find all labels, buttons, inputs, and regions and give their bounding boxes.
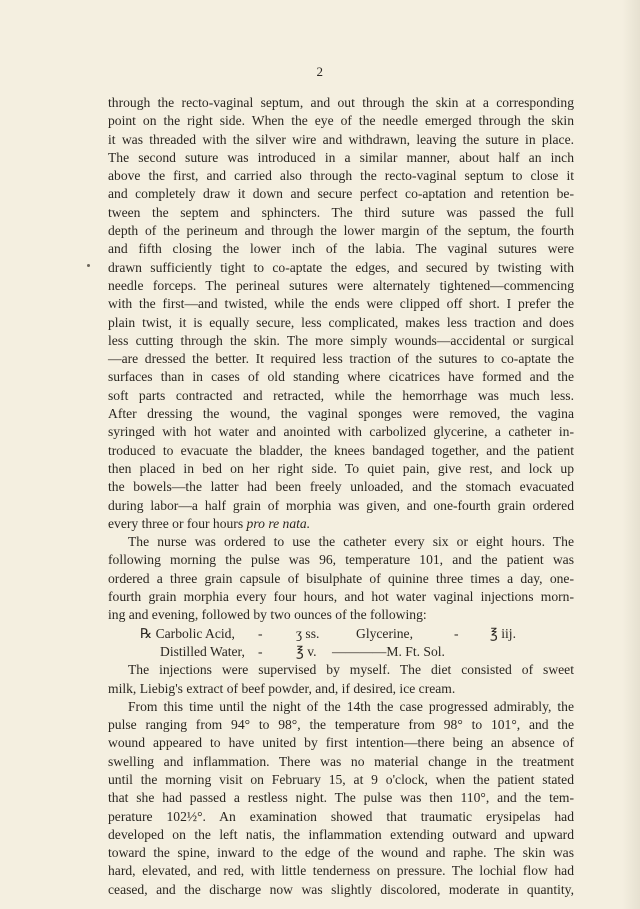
rx-dash: - [258, 643, 263, 659]
text-line [108, 661, 574, 679]
text-line-content: perature 102½°. An examination showed that traumatic erysipelas had [108, 808, 574, 824]
text-line-content: ceased, and the discharge now was slightly discolored, moderate in quantity, [108, 881, 574, 897]
text-line [108, 259, 574, 277]
paragraph-block-2 [108, 661, 574, 899]
text-line [108, 240, 574, 258]
rx-ingredient: Distilled Water, [160, 643, 245, 659]
text-line-content: surfaces than in cases of old standing where cicatrices have formed and the [108, 369, 574, 385]
text-line [108, 222, 574, 240]
prescription-row-1 [108, 625, 574, 643]
text-line [108, 295, 574, 313]
text-line [108, 185, 574, 203]
text-line-content: and completely draw it down and secure perfect co-aptation and retention be- [108, 186, 574, 202]
paragraph-block-1 [108, 94, 574, 625]
text-line-content: less cutting through the skin. The more simply wounds—accidental or surgical [108, 332, 574, 348]
rx-quantity: ʒ ss. [296, 625, 320, 641]
text-line-content: and fifth closing the lower inch of the labia. The vaginal sutures were [108, 241, 574, 257]
text-line-content: From this time until the night of the 14th the case progressed admirably, the [128, 698, 574, 714]
text-line-content: the bowels—the latter had been freely unloaded, and the stomach evacuated [108, 479, 574, 495]
text-line-content: with the first—and twisted, while the ends were clipped off short. I prefer the [108, 296, 574, 312]
page-number: 2 [316, 64, 324, 79]
text-line-content: depth of the perineum and through the lower margin of the septum, the fourth [108, 223, 574, 239]
text-line-content: fourth grain morphia every four hours, and hot water vaginal injections morn- [108, 589, 574, 605]
text-line [108, 478, 574, 496]
text-line [108, 167, 574, 185]
text-line-content: it was threaded with the silver wire and withdrawn, leaving the suture in place. [108, 131, 574, 147]
text-line-content: every three or four hours [108, 515, 244, 531]
rx-dash: - [454, 625, 459, 641]
text-line-content: After dressing the wound, the vaginal sponges were removed, the vagina [108, 406, 574, 422]
text-line [108, 789, 574, 807]
text-line [108, 131, 574, 149]
text-line-content: developed on the left natis, the inflammation extending outward and upward [108, 826, 574, 842]
text-line-content: following morning the pulse was 96, temperature 101, and the patient was [108, 552, 574, 568]
text-line-content: The nurse was ordered to use the catheter every six or eight hours. The [128, 534, 574, 550]
rx-dash: - [258, 625, 263, 641]
text-line-content: that she had passed a restless night. The pulse was then 110°, and the tem- [108, 790, 574, 806]
text-line [108, 350, 574, 368]
text-line-content: hard, elevated, and red, with little tenderness on pressure. The lochial flow had [108, 863, 574, 879]
text-line [108, 332, 574, 350]
text-line-content: through the recto-vaginal septum, and out through the skin at a corresponding [108, 95, 574, 110]
text-line [108, 680, 574, 698]
text-line [108, 606, 574, 624]
text-line [108, 405, 574, 423]
text-line [108, 698, 574, 716]
text-line-content: drawn sufficiently tight to co-aptate the edges, and secured by twisting with [108, 259, 574, 275]
text-line [108, 387, 574, 405]
text-line [108, 570, 574, 588]
text-line-content: The second suture was introduced in a similar manner, about half an inch [108, 149, 574, 165]
text-line [108, 460, 574, 478]
text-line [108, 497, 574, 515]
text-line [108, 771, 574, 789]
text-line-content: syringed with hot water and anointed with carbolized glycerine, a catheter in- [108, 424, 574, 440]
text-line [108, 94, 574, 112]
text-line [108, 423, 574, 441]
rx-quantity: ℥ iij. [490, 625, 516, 641]
text-line [108, 716, 574, 734]
rx-quantity: ℥ v. [296, 643, 317, 659]
rx-ingredient: ℞ Carbolic Acid, [140, 625, 235, 641]
text-line-content: during labor—a half grain of morphia was given, and one-fourth grain ordered [108, 497, 574, 513]
text-line [108, 112, 574, 130]
text-line [108, 734, 574, 752]
paper-speck-mark [87, 264, 90, 267]
text-line [108, 881, 574, 899]
text-line [108, 826, 574, 844]
text-line [108, 368, 574, 386]
text-line [108, 277, 574, 295]
rx-formula: ————M. Ft. Sol. [332, 643, 445, 659]
text-line-content: plain twist, it is equally secure, less complicated, makes less traction and does [108, 314, 574, 330]
text-line [108, 844, 574, 862]
text-line-content: milk, Liebig's extract of beef powder, and, if desired, ice cream. [108, 680, 456, 696]
italic-phrase: pro re nata. [246, 515, 311, 531]
text-line-content: swelling and inflammation. There was no material change in the treatment [108, 753, 574, 769]
text-line-content: point on the right side. When the eye of the needle emerged through the skin [108, 113, 574, 129]
body-text [108, 94, 574, 899]
text-line-content: wound appeared to have united by first intention—there being an absence of [108, 735, 574, 751]
rx-ingredient: Glycerine, [356, 625, 413, 641]
text-line [108, 551, 574, 569]
text-line-content: troduced to evacuate the bladder, the knees bandaged together, and the patient [108, 442, 574, 458]
text-line-content: toward the spine, inward to the edge of the wound and raphe. The skin was [108, 845, 574, 861]
text-line-content: —are dressed the better. It required less traction of the sutures to co-aptate the [108, 351, 574, 367]
text-line-content: soft parts contracted and retracted, while the hemorrhage was much less. [108, 387, 574, 403]
text-line [108, 753, 574, 771]
text-line-content: tween the septem and sphincters. The third suture was passed the full [108, 204, 574, 220]
page-edge-shadow [622, 0, 640, 909]
text-line-content: needle forceps. The perineal sutures were alternately tightened—commencing [108, 277, 574, 293]
text-line [108, 314, 574, 332]
text-line [108, 204, 574, 222]
text-line-content: ing and evening, followed by two ounces of the following: [108, 607, 427, 623]
text-line [108, 442, 574, 460]
text-line-content: then placed in bed on her right side. To quiet pain, give rest, and lock up [108, 460, 574, 476]
text-line-content: pulse ranging from 94° to 98°, the temperature from 98° to 101°, and the [108, 717, 574, 733]
text-line [108, 515, 574, 533]
prescription-row-2 [108, 643, 574, 661]
text-line [108, 862, 574, 880]
text-line-content: until the morning visit on February 15, at 9 o'clock, when the patient stated [108, 771, 574, 787]
text-line-content: The injections were supervised by myself. The diet consisted of sweet [128, 662, 574, 678]
text-line-content: above the first, and carried also through the recto-vaginal septum to close it [108, 168, 574, 184]
text-line [108, 808, 574, 826]
text-line [108, 149, 574, 167]
text-line-content: ordered a three grain capsule of bisulphate of quinine three times a day, one- [108, 570, 574, 586]
text-line [108, 588, 574, 606]
text-line [108, 533, 574, 551]
